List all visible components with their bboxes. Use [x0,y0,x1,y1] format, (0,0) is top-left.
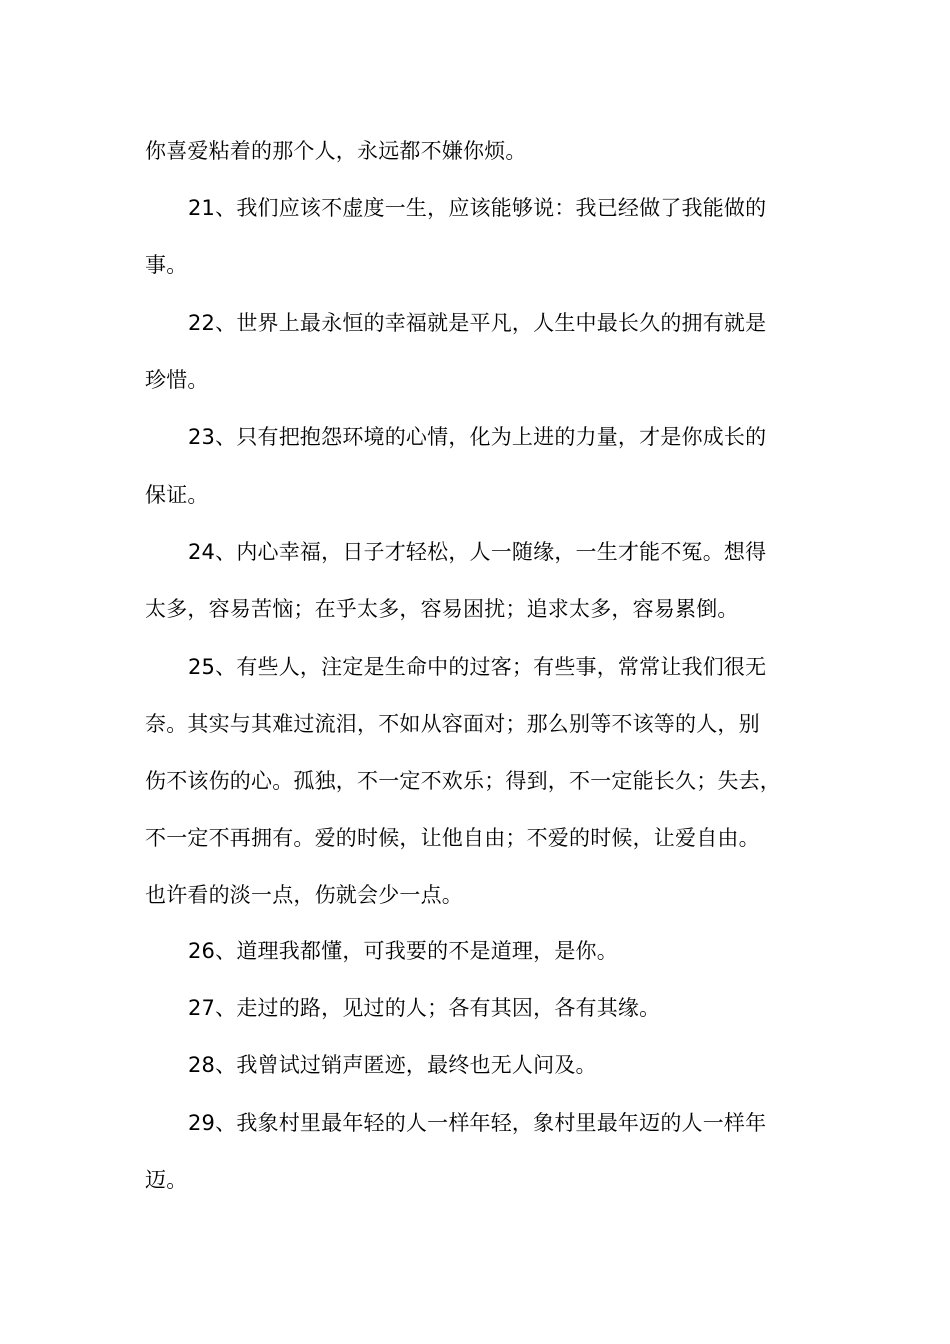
quote-24-line: 24、内心幸福，日子才轻松，人一随缘，一生才能不冤。想得 [188,540,767,564]
text-line: 保证。 [145,483,209,507]
text-line: 也许看的淡一点，伤就会少一点。 [145,883,463,907]
quote-22-line: 22、世界上最永恒的幸福就是平凡，人生中最长久的拥有就是 [188,311,767,335]
text-line: 不一定不再拥有。爱的时候，让他自由；不爱的时候，让爱自由。 [145,826,760,850]
quote-29-line: 29、我象村里最年轻的人一样年轻，象村里最年迈的人一样年 [188,1111,767,1135]
quote-27-line: 27、走过的路，见过的人；各有其因，各有其缘。 [188,996,661,1020]
text-line: 你喜爱粘着的那个人，永远都不嫌你烦。 [145,139,527,163]
quote-25-line: 25、有些人，注定是生命中的过客；有些事，常常让我们很无 [188,655,767,679]
text-line: 事。 [145,253,188,277]
text-line: 迈。 [145,1168,188,1192]
text-line: 伤不该伤的心。孤独，不一定不欢乐；得到，不一定能长久；失去， [145,769,781,793]
text-line: 奈。其实与其难过流泪，不如从容面对；那么别等不该等的人，别 [145,712,760,736]
text-line: 太多，容易苦恼；在乎太多，容易困扰；追求太多，容易累倒。 [145,597,739,621]
quote-28-line: 28、我曾试过销声匿迹，最终也无人问及。 [188,1053,597,1077]
text-line: 珍惜。 [145,368,209,392]
quote-23-line: 23、只有把抱怨环境的心情，化为上进的力量，才是你成长的 [188,425,767,449]
quote-26-line: 26、道理我都懂，可我要的不是道理，是你。 [188,939,618,963]
quote-21-line: 21、我们应该不虚度一生，应该能够说：我已经做了我能做的 [188,196,767,220]
